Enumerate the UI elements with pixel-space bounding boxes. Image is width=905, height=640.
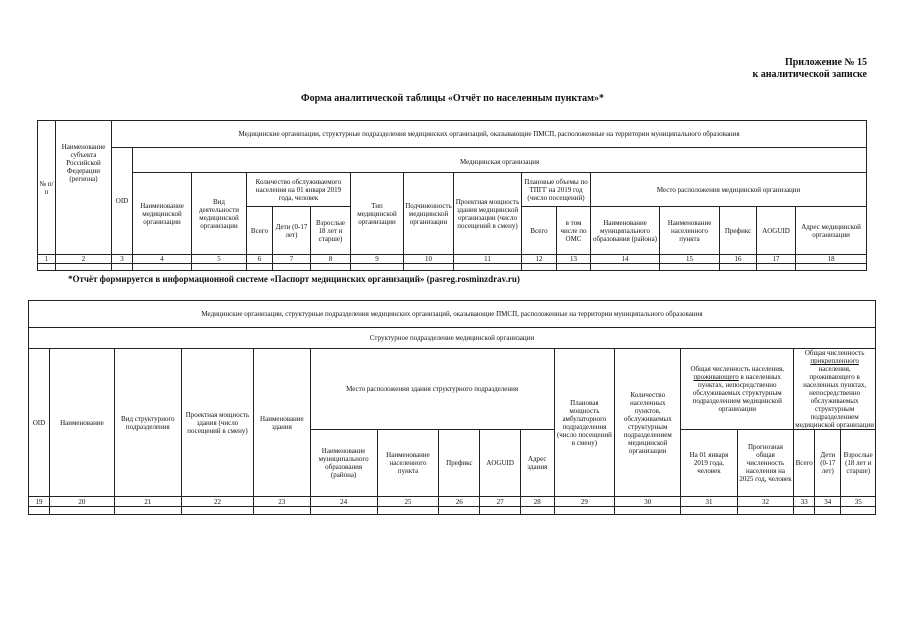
column-number: 18 — [796, 255, 867, 264]
footnote: *Отчёт формируется в информационной системе «Паспорт медицинских организаций» (pasreg.rosminzdrav.ru) — [68, 274, 520, 284]
col-oid-header: OID — [112, 148, 133, 255]
column-number: 24 — [310, 497, 377, 507]
column-number: 27 — [480, 497, 521, 507]
appendix-number: Приложение № 15 — [784, 57, 867, 68]
report-table-2 — [28, 300, 876, 515]
col-att-adults-header: Взрослые (18 лет и старше) — [841, 430, 876, 497]
column-number: 17 — [757, 255, 796, 264]
column-number: 15 — [660, 255, 720, 264]
empty-data-row — [38, 264, 867, 271]
column-number-row — [38, 255, 867, 264]
column-number: 14 — [591, 255, 660, 264]
col-planned-total-header: Всего — [522, 207, 557, 255]
column-number: 9 — [351, 255, 404, 264]
appendix-label — [753, 57, 868, 81]
col-resident-2025-header: Прогнозная общая численность населения на 2025 год, человек — [737, 430, 794, 497]
col-settlement-header-2: Наименование населенного пункта — [377, 430, 439, 497]
col-attached-group-header: Общая численность прикрепленного населения, проживающего в населенных пунктах, непосредственно обслуживаемых структурным подразделением медицинской организации — [795, 349, 874, 429]
col-location-group-header: Место расположения медицинской организации — [591, 173, 867, 207]
col-activity-header: Вид деятельности медицинской организации — [192, 173, 247, 255]
column-number: 34 — [815, 497, 841, 507]
column-number: 11 — [454, 255, 522, 264]
col-planned-capacity-header: Плановая мощность амбулаторного подразделения (число посещений в смену) — [554, 349, 615, 497]
column-number: 6 — [247, 255, 273, 264]
column-number: 35 — [841, 497, 876, 507]
col-planned-oms-header: в том числе по ОМС — [557, 207, 591, 255]
column-number: 5 — [192, 255, 247, 264]
column-number: 29 — [554, 497, 615, 507]
col-pop-children-header: Дети (0-17 лет) — [273, 207, 311, 255]
column-number: 3 — [112, 255, 133, 264]
col-pop-total-header: Всего — [247, 207, 273, 255]
col-org-name-header: Наименование медицинской организации — [133, 173, 192, 255]
col-resident-2019-header: На 01 января 2019 года, человек — [681, 430, 738, 497]
column-number: 4 — [133, 255, 192, 264]
document-title: Форма аналитической таблицы «Отчёт по населенным пунктам»* — [301, 93, 604, 104]
col-aoguid-header-2: AOGUID — [480, 430, 521, 497]
column-number: 8 — [311, 255, 351, 264]
col-num-header: № п/п — [38, 121, 56, 255]
column-number: 7 — [273, 255, 311, 264]
column-number: 10 — [404, 255, 454, 264]
col-pop-adults-header: Взрослые 18 лет и старше) — [311, 207, 351, 255]
col-population-group-header: Количество обслуживаемого населения на 01 января 2019 года, человек — [247, 173, 351, 207]
col-settlements-count-header: Количество населенных пунктов, обслуживаемых структурным подразделением медицинской организации — [615, 349, 681, 497]
column-number: 12 — [522, 255, 557, 264]
col-settlement-header: Наименование населенного пункта — [660, 207, 720, 255]
col-type-header: Тип медицинской организации — [351, 173, 404, 255]
column-number: 2 — [56, 255, 112, 264]
col-building-header: Наименование здания — [254, 349, 311, 497]
col-municipality-header: Наименование муниципального образования (района) — [591, 207, 660, 255]
appendix-note: к аналитической записке — [752, 69, 867, 80]
column-number-row-2 — [29, 497, 876, 507]
column-number: 32 — [737, 497, 794, 507]
col-capacity-header-2: Проектная мощность здания (число посещений в смену) — [181, 349, 253, 497]
col-location-group-header-2: Место расположения здания структурного подразделения — [310, 349, 554, 430]
group-header-2: Медицинские организации, структурные подразделения медицинских организаций, оказывающие ПМСП, расположенные на территории муниципального образования — [29, 301, 876, 328]
column-number: 28 — [521, 497, 555, 507]
column-number: 33 — [794, 497, 815, 507]
col-prefix-header: Префикс — [720, 207, 757, 255]
column-number: 20 — [49, 497, 114, 507]
subgroup-header-2: Структурное подразделение медицинской организации — [29, 328, 876, 349]
column-number: 21 — [114, 497, 181, 507]
col-address-header: Адрес медицинской организации — [796, 207, 867, 255]
column-number: 30 — [615, 497, 681, 507]
column-number: 1 — [38, 255, 56, 264]
report-table-1 — [37, 120, 867, 271]
group-header: Медицинские организации, структурные подразделения медицинских организаций, оказывающие ПМСП, расположенные на территории муниципального образования — [112, 121, 867, 148]
column-number: 26 — [439, 497, 480, 507]
col-subject-header: Наименование субъекта Российской Федерации (региона) — [56, 121, 112, 255]
col-planned-group-header: Плановые объемы по ТПГГ на 2019 год (число посещений) — [522, 173, 591, 207]
empty-data-row-2 — [29, 507, 876, 515]
column-number: 31 — [681, 497, 738, 507]
column-number: 23 — [254, 497, 311, 507]
col-subordination-header: Подчиненность медицинской организации — [404, 173, 454, 255]
column-number: 13 — [557, 255, 591, 264]
col-prefix-header-2: Префикс — [439, 430, 480, 497]
col-address-header-2: Адрес здания — [521, 430, 555, 497]
col-oid-header-2: OID — [29, 349, 50, 497]
col-resident-group-header: Общая численность населения, проживающего в населенных пунктах, непосредственно обслуживаемых структурным подразделением медицинской организации — [681, 349, 794, 430]
col-municipality-header-2: Наименование муниципального образования (района) — [310, 430, 377, 497]
col-unit-type-header: Вид структурного подразделения — [114, 349, 181, 497]
column-number: 25 — [377, 497, 439, 507]
subgroup-header: Медицинская организация — [133, 153, 867, 173]
column-number: 22 — [181, 497, 253, 507]
col-att-total-header: Всего — [794, 430, 815, 497]
col-att-children-header: Дети (0-17 лет) — [815, 430, 841, 497]
col-aoguid-header: AOGUID — [757, 207, 796, 255]
col-name-header: Наименование — [49, 349, 114, 497]
column-number: 19 — [29, 497, 50, 507]
column-number: 16 — [720, 255, 757, 264]
col-capacity-header: Проектная мощность здания медицинской организации (число посещений в смену) — [454, 173, 522, 255]
